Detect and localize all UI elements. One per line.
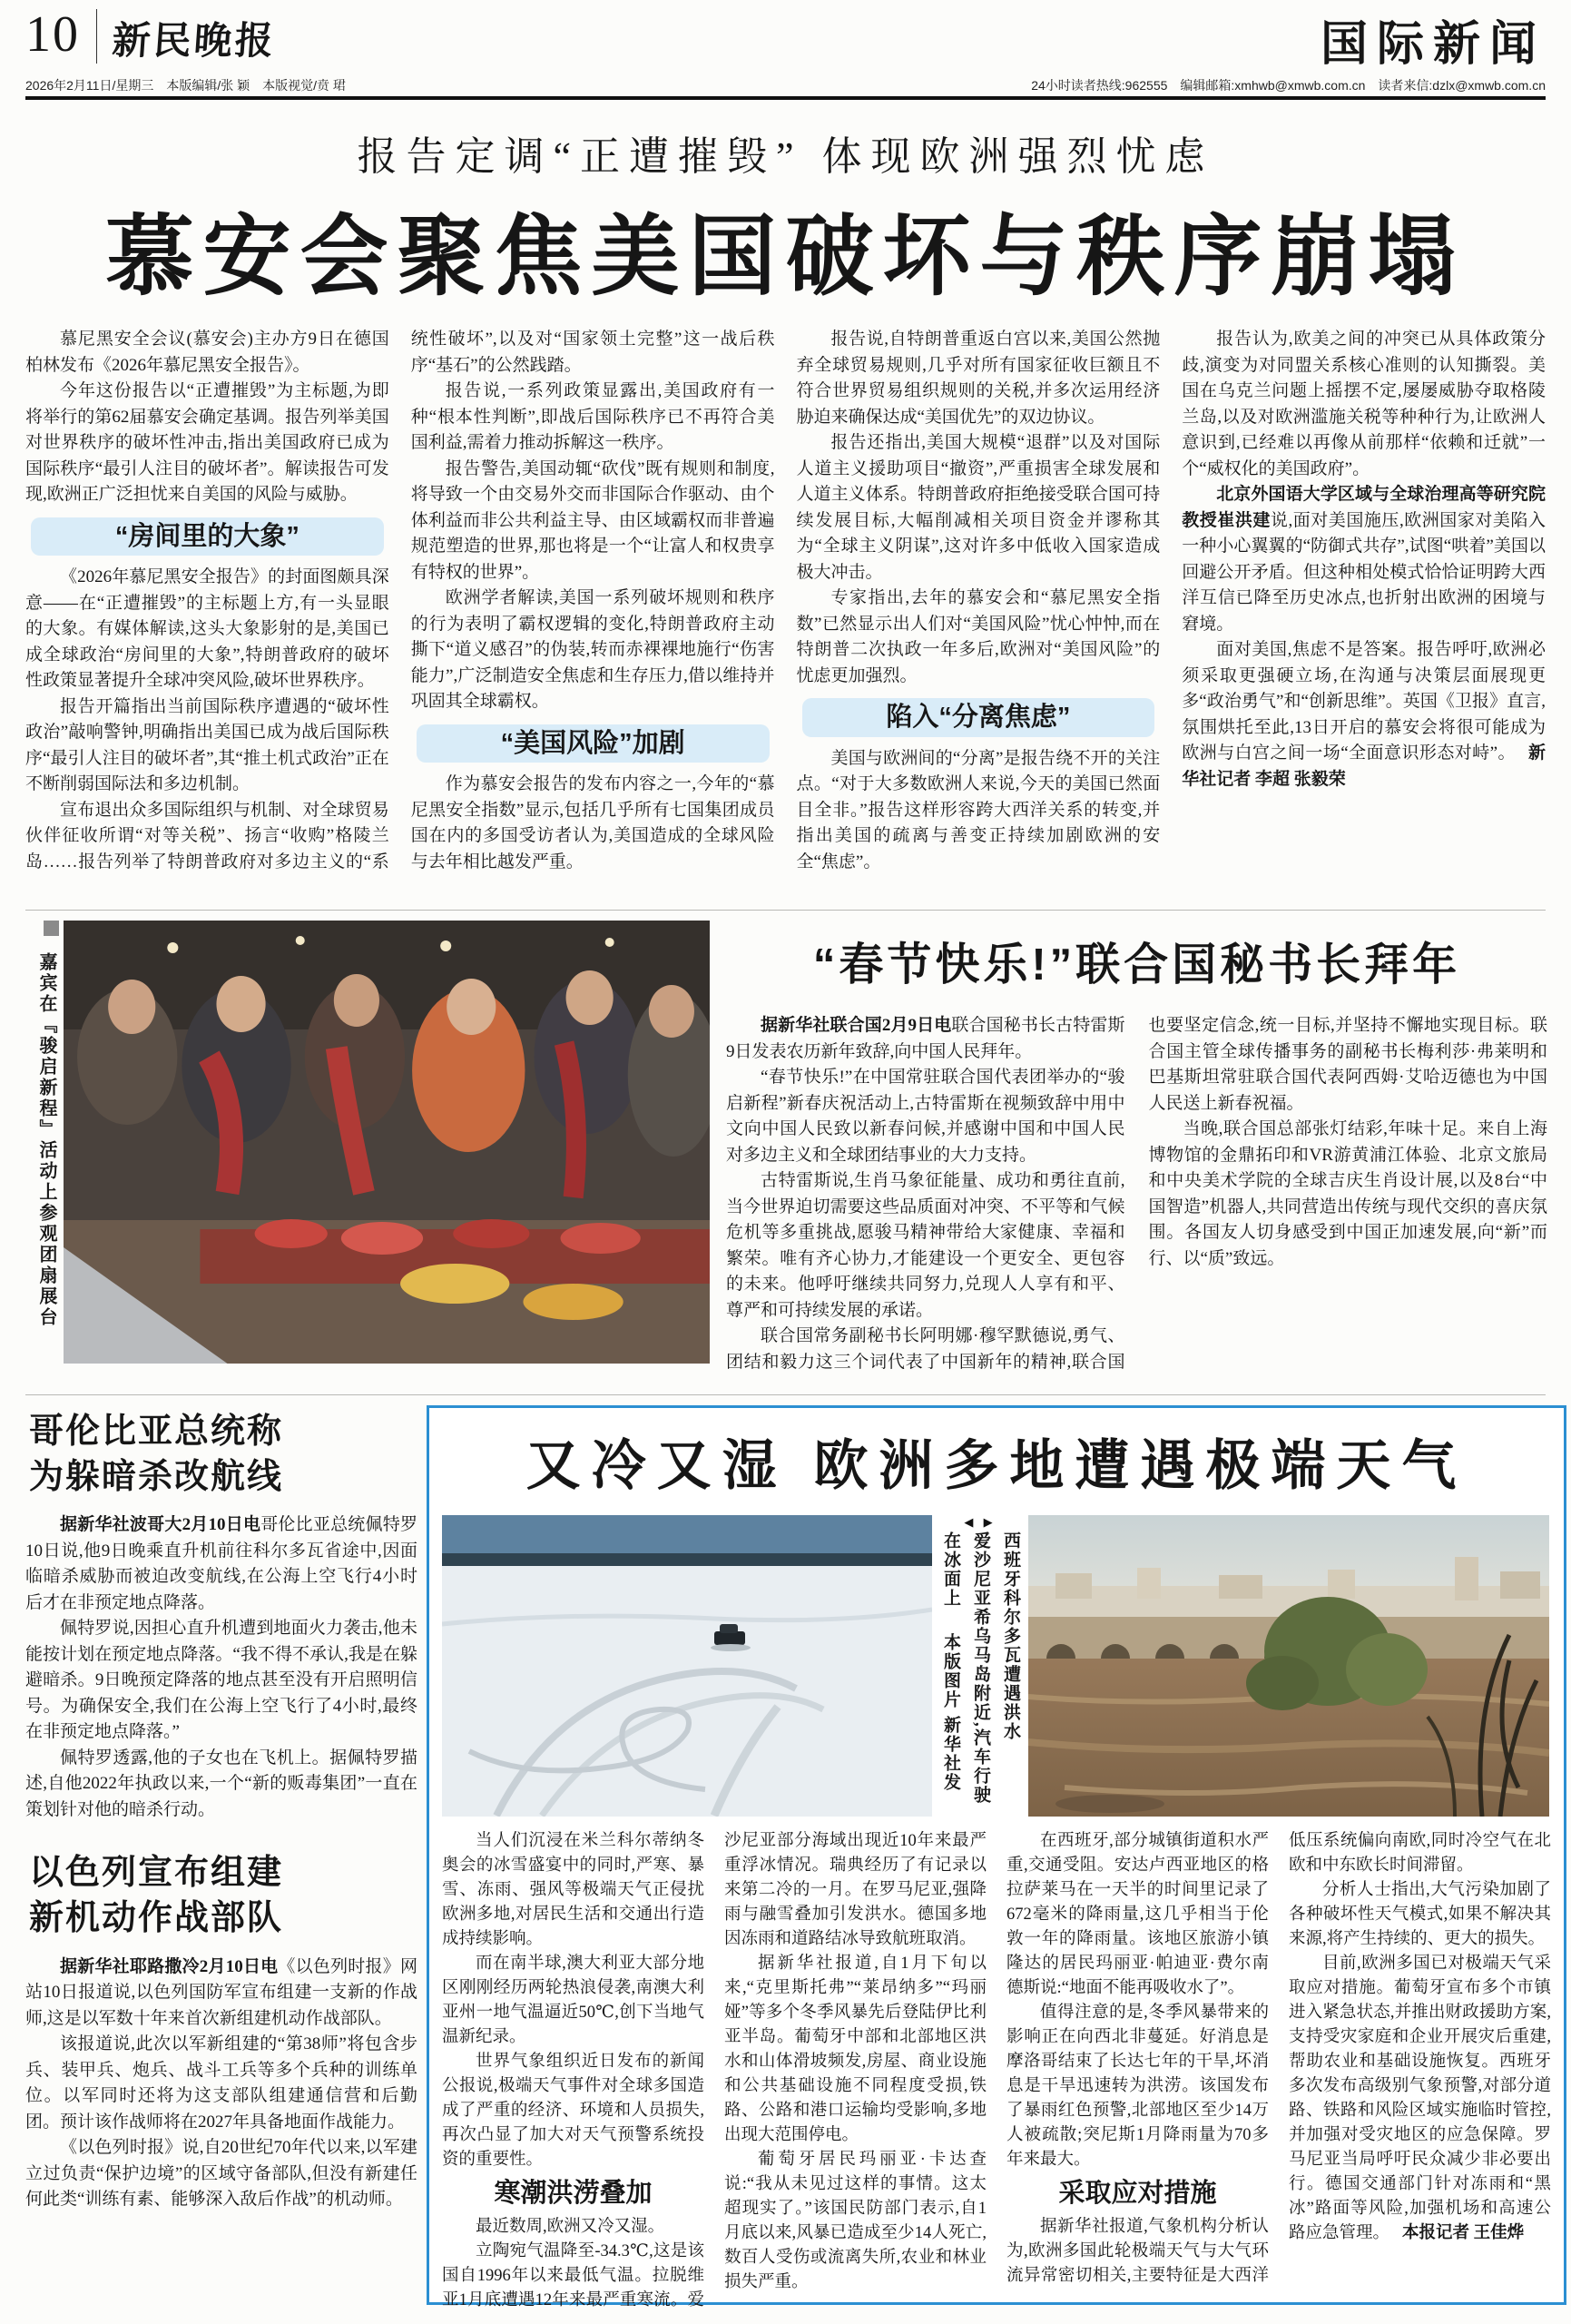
paragraph: 联合国常务副秘书长阿明娜·穆罕默德说,勇气、团结和毅力这三个词代表了中国新年的精神,联合国也要坚定信念,统一目标,并坚持不懈地实现目标。联合国主管全球传播事务的副秘书长梅利莎·弗莱明和巴基斯坦常驻联合国代表阿西姆·艾哈迈德也为中国人民送上新春祝福。: [726, 1016, 1547, 1372]
colombia-article-title: [29, 1409, 417, 1500]
section-divider-2: [25, 1394, 1546, 1395]
un-article-headline: “春节快乐!”联合国秘书长拜年: [812, 940, 1461, 990]
flood-photo: [1028, 1515, 1549, 1817]
paragraph: 宣布退出众多国际组织与机制、对全球贸易伙伴征收所谓“对等关税”、扬言“收购”格陵兰岛……报告列举了特朗普政府对多边主义的“系统性破坏”,以及对“国家领土完整”这一战后秩序“基石”的公然践踏。: [25, 330, 775, 872]
dateline: [25, 76, 1546, 94]
paragraph: 当晚,联合国总部张灯结彩,年味十足。来自上海博物馆的金鼎拓印和VR游黄浦江体验、北京文旅局和中央美术学院的全球吉庆生肖设计展,以及8台“中国智造”机器人,共同营造出传统与现代交织的喜庆氛围。各国友人切身感受到中国正加速发展,向“新”而行、以“质”致远。: [1148, 1119, 1547, 1268]
section-title: 国际新闻: [1320, 18, 1546, 71]
lead-headline: 慕安会聚焦美国破坏与秩序崩塌: [105, 207, 1466, 306]
weather-article-box: [427, 1405, 1566, 2309]
paragraph: 《以色列时报》说,自20世纪70年代以来,以军建立过负责“保护边境”的区域守备部队,但没有新建任何此类“训练有素、能够深入敌后作战”的机动师。: [25, 2138, 417, 2210]
paragraph: 《2026年慕尼黑安全报告》的封面图颇具深意——在“正遭摧毁”的主标题上方,有一头显眼的大象。有媒体解读,这头大象影射的是,美国已成全球政治“房间里的大象”,特朗普政府的破坏性政策显著提升全球冲突风险,破坏世界秩序。: [25, 567, 389, 690]
photo-credit: 新华社发: [941, 1715, 960, 1792]
weather-headline: 又冷又湿 欧洲多地遭遇极端天气: [525, 1435, 1468, 1496]
page-number: 10: [25, 6, 80, 63]
paragraph: 立陶宛气温降至-34.3℃,这是该国自1996年以来最低气温。拉脱维亚1月底遭遇12年来最严重寒流。爱沙尼亚部分海域出现近10年来最严重浮冰情况。瑞典经历了有记录以来第二冷的一月。在罗马尼亚,强降雨与融雪叠加引发洪水。德国多地因冻雨和道路结冰导致航班取消。: [442, 1832, 987, 2309]
dateline-right: 24小时读者热线:962555 编辑邮箱:xmhwb@xmwb.com.cn 读者来信:dzlx@xmwb.com.cn: [1031, 78, 1546, 93]
paragraph: 报告说,一系列政策显露出,美国政府有一种“根本性判断”,即战后国际秩序已不再符合美国利益,需着力推动拆解这一秩序。: [410, 381, 775, 452]
paragraph: 北京外国语大学区域与全球治理高等研究院教授崔洪建说,面对美国施压,欧洲国家对美陷入一种小心翼翼的“防御式共存”,试图“哄着”美国以回避公开矛盾。但这种相处模式恰恰证明跨大西洋互信已降至历史冰点,也折射出欧洲的困境与窘境。: [1182, 485, 1546, 634]
paragraph: 作为慕安会报告的发布内容之一,今年的“慕尼黑安全指数”显示,包括几乎所有七国集团成员国在内的多国受访者认为,美国造成的全球风险与去年相比越发严重。: [410, 774, 775, 872]
paragraph: 而在南半球,澳大利亚大部分地区刚刚经历两轮热浪侵袭,南澳大利亚州一地气温逼近50℃,创下当地气温新纪录。: [442, 1955, 704, 2046]
paragraph: 在西班牙,部分城镇街道积水严重,交通受阻。安达卢西亚地区的格拉萨莱马在一天半的时间里记录了672毫米的降雨量,这几乎相当于伦敦一年的降雨量。该地区旅游小镇隆达的居民玛丽亚·帕迪亚·费尔南德斯说:“地面不能再吸收水了”。: [1006, 1832, 1269, 1997]
ice-photo-caption: 爱沙尼亚希乌马岛附近,汽车行驶在冰面上本版图片 新华社发: [941, 1531, 990, 1805]
paragraph: 据新华社联合国2月9日电联合国秘书长古特雷斯9日发表农历新年致辞,向中国人民拜年。: [726, 1016, 1125, 1061]
masthead-logo: 新民晚报: [111, 21, 278, 63]
ice-photo: [442, 1515, 932, 1817]
event-photo-block: [25, 921, 710, 1367]
weather-caption-text: [936, 1531, 1026, 1813]
un-article-body: [726, 1013, 1547, 1378]
paragraph: 慕尼黑安全会议(慕安会)主办方9日在德国柏林发布《2026年慕尼黑安全报告》。: [25, 330, 389, 375]
paragraph: 据新华社耶路撒冷2月10日电《以色列时报》网站10日报道说,以色列国防军宣布组建一支新的作战师,这是以军数十年来首次新组建机动作战部队。: [25, 1956, 417, 2028]
paragraph: 葡萄牙居民玛丽亚·卡达查说:“我从未见过这样的事情。这太超现实了。”该国民防部门表示,自1月底以来,风暴已造成至少14人死亡,数百人受伤或流离失所,农业和林业损失严重。: [724, 2151, 987, 2291]
paragraph: 报告还指出,美国大规模“退群”以及对国际人道主义援助项目“撤资”,严重损害全球发展和人道主义体系。特朗普政府拒绝接受联合国可持续发展目标,大幅削减相关项目资金并谬称其为“全球主义阴谋”,这对许多中低收入国家造成极大冲击。: [796, 433, 1161, 582]
event-caption-text: 嘉宾在『骏启新程』活动上参观团扇展台: [36, 952, 56, 1328]
paragraph: 报告认为,欧美之间的冲突已从具体政策分歧,演变为对同盟关系核心准则的认知撕裂。美国在乌克兰问题上摇摆不定,屡屡威胁夺取格陵兰岛,以及对欧洲滥施关税等种种行为,让欧洲人意识到,已经难以再像从前那样“依赖和迁就”一个“威权化的美国政府”。: [1182, 330, 1546, 478]
header-rule: [25, 96, 1546, 100]
paragraph: 最近数周,欧洲又冷又湿。: [476, 2218, 665, 2236]
event-photo-caption: [25, 921, 64, 1356]
paragraph: 面对美国,焦虑不是答案。报告呼吁,欧洲必须采取更强硬立场,在沟通与决策层面展现更多“政治勇气”和“创新思维”。英国《卫报》直言,氛围烘托至此,13日开启的慕安会将很可能成为欧洲与白宫之间一场“全面意识形态对峙”。 新华社记者 李超 张毅荣: [1182, 640, 1546, 789]
paragraph: 据新华社波哥大2月10日电哥伦比亚总统佩特罗10日说,他9日晚乘直升机前往科尔多瓦省途中,因面临暗杀威胁而被迫改变航线,在公海上空飞行4小时后才在非预定地点降落。: [25, 1515, 417, 1612]
paragraph: 佩特罗透露,他的子女也在飞机上。据佩特罗描述,自他2022年执政以来,一个“新的贩毒集团”一直在策划针对他的暗杀行动。: [25, 1748, 417, 1819]
paragraph: 美国与欧洲间的“分离”是报告绕不开的关注点。“对于大多数欧洲人来说,今天的美国已然面目全非。”报告这样形容跨大西洋关系的转变,并指出美国的疏离与善变正持续加剧欧洲的安全“焦虑”。: [796, 748, 1161, 872]
paragraph: 报告说,自特朗普重返白宫以来,美国公然抛弃全球贸易规则,几乎对所有国家征收巨额且不符合世界贸易组织规则的关税,并多次运用经济胁迫来确保达成“美国优先”的双边协议。: [796, 330, 1161, 427]
section-divider-1: [25, 910, 1546, 911]
flood-photo-caption: 西班牙科尔多瓦遭遇洪水: [1001, 1531, 1020, 1741]
paragraph: 当人们沉浸在米兰科尔蒂纳冬奥会的冰雪盛宴中的同时,严寒、暴雪、冻雨、强风等极端天气正侵扰欧洲多地,对居民生活和交通出行造成持续影响。: [442, 1832, 704, 1948]
column-subhead: “房间里的大象”: [31, 517, 384, 556]
column-subhead: 采取应对措施: [1058, 2179, 1217, 2208]
colombia-article-body: [25, 1512, 417, 1823]
israel-title-line1: 以色列宣布组建: [29, 1854, 284, 1893]
paragraph: 该报道说,此次以军新组建的“第38师”将包含步兵、装甲兵、炮兵、战斗工兵等多个兵种的训练单位。以军同时还将为这支部队组建通信营和后勤团。预计该作战师将在2027年具备地面作战能力。: [25, 2034, 417, 2132]
paragraph: 分析人士指出,大气污染加剧了各种破坏性天气模式,如果不解决其来源,将产生持续的、更大的损失。: [1289, 1881, 1551, 1948]
paragraph: 据新华社报道,自1月下旬以来,“克里斯托弗”“莱昂纳多”“玛丽娅”等多个冬季风暴先后登陆伊比利亚半岛。葡萄牙中部和北部地区洪水和山体滑坡频发,房屋、商业设施和公共基础设施不同程度受损,铁路、公路和港口运输均受影响,多地出现大范围停电。: [724, 1955, 987, 2144]
paragraph: 今年这份报告以“正遭摧毁”为主标题,为即将举行的第62届慕安会确定基调。报告列举美国对世界秩序的破坏性冲击,指出美国政府已成为国际秩序“最引人注目的破坏者”。解读报告可发现,欧洲正广泛担忧来自美国的风险与威胁。: [25, 381, 389, 504]
paragraph: “春节快乐!”在中国常驻联合国代表团举办的“骏启新程”新春庆祝活动上,古特雷斯在视频致辞中用中文向中国人民致以新春问候,并感谢中国和中国人民对多边主义和全球团结事业的大力支持。: [726, 1068, 1125, 1165]
paragraph: 欧洲学者解读,美国一系列破坏规则和秩序的行为表明了霸权逻辑的变化,特朗普政府主动撕下“道义感召”的伪装,转而赤裸裸地施行“伤害能力”,广泛制造安全焦虑和生存压力,借以维持并巩固其全球霸权。: [410, 588, 775, 711]
israel-title-line2: 新机动作战部队: [29, 1899, 284, 1938]
weather-captions: [932, 1515, 1028, 1817]
israel-article-body: [25, 1955, 417, 2213]
paragraph: 报告警告,美国动辄“砍伐”既有规则和制度,将导致一个由交易外交而非国际合作驱动、由个体利益而非公共利益主导、由区域霸权而非普遍规范塑造的世界,那也将是一个“让富人和权贵享有特权的世界”。: [410, 458, 775, 582]
caption-arrows: ◀ ▶: [964, 1515, 997, 1529]
paragraph: 佩特罗说,因担心直升机遭到地面火力袭击,他未能按计划在预定地点降落。“我不得不承认,我是在躲避暗杀。9日晚预定降落的地点甚至没有开启照明信号。为确保安全,我们在公海上空飞行了4小时,最终在非预定地点降落。”: [25, 1619, 417, 1742]
page-header: [25, 5, 1546, 71]
caption-marker-square: [44, 921, 59, 936]
paragraph: 世界气象组织近日发布的新闻公报说,极端天气事件对全球多国造成了严重的经济、环境和人员损失,再次凸显了加大对天气预警系统投资的重要性。: [442, 2053, 704, 2169]
column-subhead: 寒潮洪涝叠加: [494, 2179, 653, 2208]
colombia-title-line1: 哥伦比亚总统称: [29, 1413, 284, 1451]
paragraph: 专家指出,去年的慕安会和“慕尼黑安全指数”已然显示出人们对“美国风险”忧心忡忡,而在特朗普二次执政一年多后,欧洲对“美国风险”的忧虑更加强烈。: [796, 588, 1161, 685]
weather-article-body: [442, 1829, 1551, 2324]
lead-article-body: [25, 327, 1546, 901]
lead-kicker: 报告定调“正遭摧毁” 体现欧洲强烈忧虑: [357, 134, 1214, 179]
header-divider: [96, 9, 97, 64]
paragraph: 古特雷斯说,生肖马象征能量、成功和勇往直前,当今世界迫切需要这些品质面对冲突、不平等和气候危机等多重挑战,愿骏马精神带给大家健康、幸福和繁荣。唯有齐心协力,才能建设一个更安全、更包容的未来。他呼吁继续共同努力,兑现人人享有和平、尊严和可持续发展的承诺。: [726, 1171, 1125, 1320]
paragraph: 据新华社报道,气象机构分析认为,欧洲多国此轮极端天气与大气环流异常密切相关,主要特征是大西洋低压系统偏向南欧,同时冷空气在北欧和中东欧长时间滞留。: [1006, 1832, 1551, 2285]
colombia-title-line2: 为躲暗杀改航线: [29, 1458, 284, 1497]
dateline-left: 2026年2月11日/星期三 本版编辑/张 颖 本版视觉/贲 珺: [25, 78, 346, 93]
column-subhead: “美国风险”加剧: [417, 724, 770, 763]
event-photo: [64, 921, 710, 1364]
paragraph: 目前,欧洲多国已对极端天气采取应对措施。葡萄牙宣布多个市镇进入紧急状态,并推出财政援助方案,支持受灾家庭和企业开展灾后重建,帮助农业和基础设施恢复。西班牙多次发布高级别气象预警,对部分道路、铁路和风险区域实施临时管控,并加强对受灾地区的应急保障。罗马尼亚当局呼吁民众减少非必要出行。德国交通部门针对冻雨和“黑冰”路面等风险,加强机场和高速公路应急管理。 本报记者 王佳烨: [1289, 1955, 1551, 2242]
bottom-left-column: [25, 1409, 417, 2213]
spacer: [25, 1823, 417, 1850]
israel-article-title: [29, 1850, 417, 1941]
paragraph: 值得注意的是,冬季风暴带来的影响正在向西北非蔓延。好消息是摩洛哥结束了长达七年的干旱,坏消息是干旱迅速转为洪涝。该国发布了暴雨红色预警,北部地区至少14万人被疏散;突尼斯1月降雨量为70多年来最大。: [1006, 2004, 1269, 2169]
weather-photos: [442, 1515, 1551, 1817]
column-subhead: 陷入“分离焦虑”: [802, 698, 1155, 737]
paragraph: 报告开篇指出当前国际秩序遭遇的“破坏性政治”敲响警钟,明确指出美国已成为战后国际秩序“最引人注目的破坏者”,其“推土机式政治”正在不断削弱国际法和多边机制。: [25, 696, 389, 793]
